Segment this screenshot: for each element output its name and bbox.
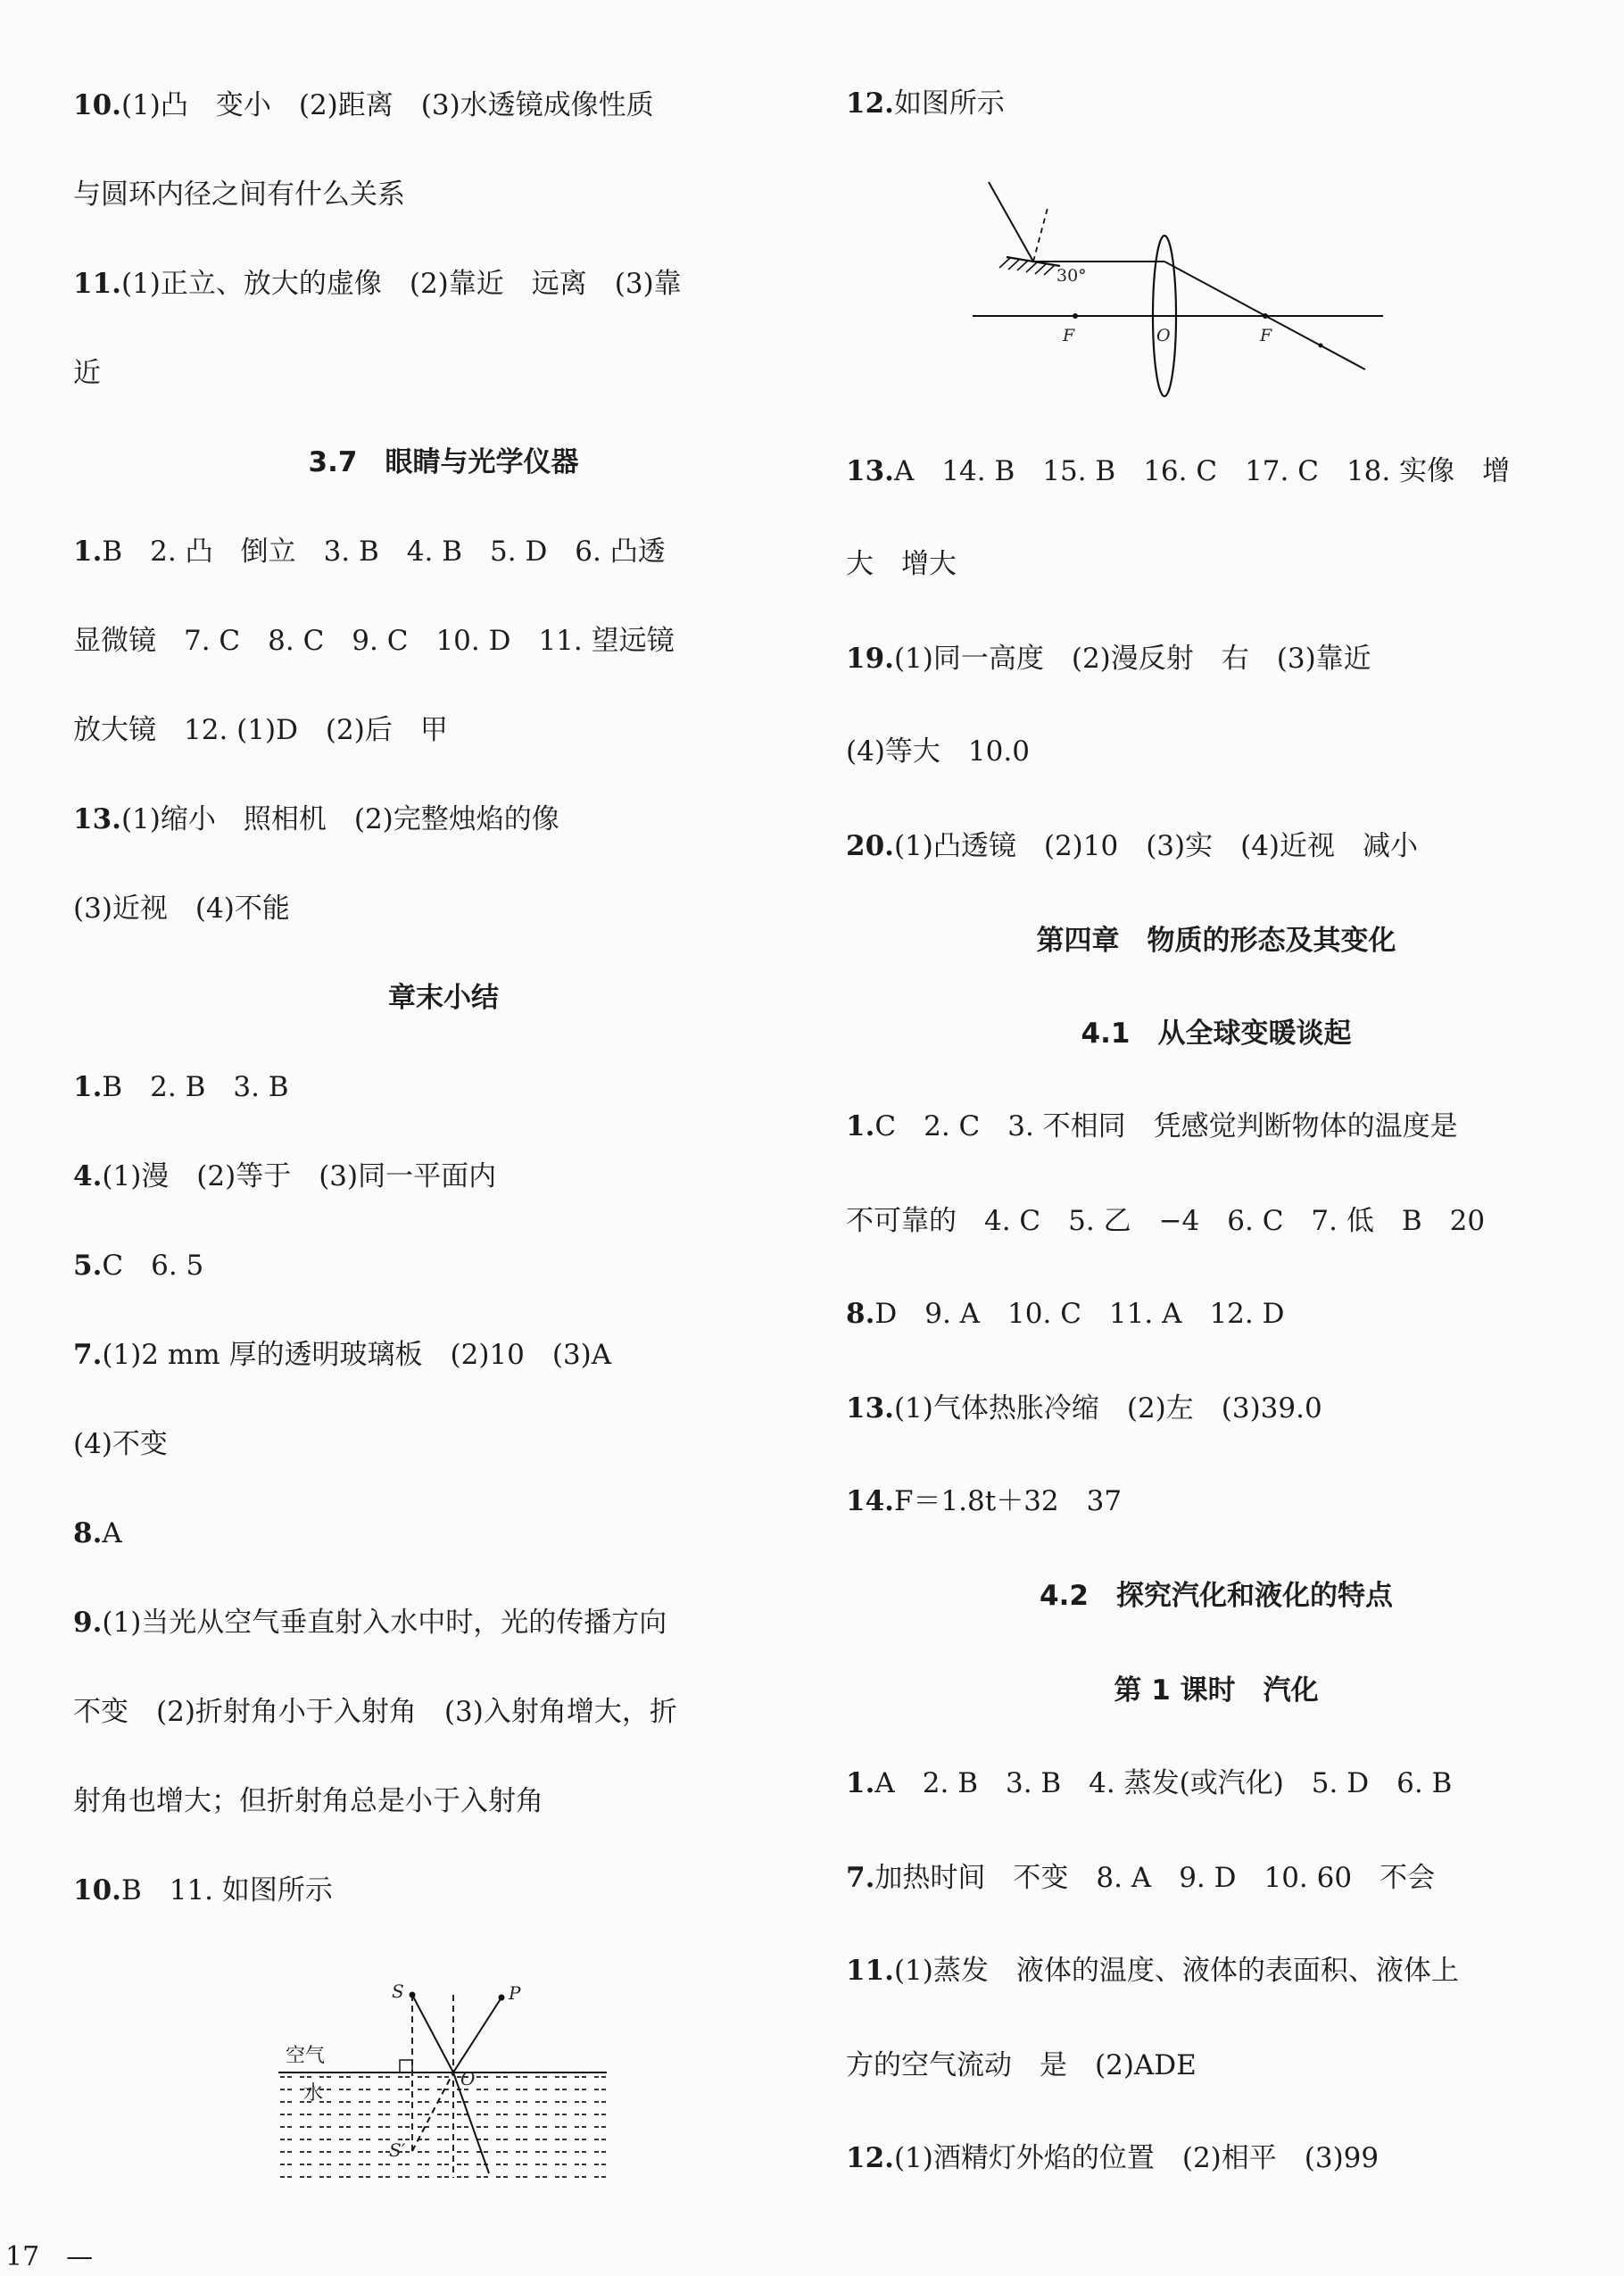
answer-text: 大 增大: [846, 548, 957, 580]
answer-text: A 2. B 3. B 4. 蒸发(或汽化) 5. D 6. B: [874, 1767, 1453, 1799]
answer-line: [846, 1765, 1452, 1801]
answer-line: [73, 1426, 168, 1462]
section-heading: 章末小结: [388, 982, 499, 1014]
answer-text: (1)正立、放大的虚像 (2)靠近 远离 (3)靠: [120, 268, 682, 300]
answer-line: [846, 2140, 1379, 2176]
answer-line: [846, 546, 957, 582]
ray-point: [1319, 344, 1323, 348]
answer-line: [846, 1296, 1284, 1332]
mirror-hatch: [999, 258, 1055, 275]
question-number: 9.: [73, 1607, 103, 1639]
answer-text: 射角也增大；但折射角总是小于入射角: [73, 1785, 543, 1817]
answer-line: [73, 87, 654, 123]
answer-text: 与圆环内径之间有什么关系: [73, 179, 405, 211]
answer-line: [846, 828, 1418, 864]
answer-line: [73, 712, 448, 748]
answer-text: B 2. B 3. B: [102, 1071, 289, 1103]
answer-text: 不可靠的 4. C 5. 乙 −4 6. C 7. 低 B 20: [846, 1205, 1486, 1237]
answer-line: [73, 1159, 496, 1194]
question-number: 1.: [846, 1110, 875, 1142]
lesson-heading: 第 1 课时 汽化: [1114, 1674, 1319, 1707]
label-water: 水: [303, 2082, 324, 2105]
section-heading: 3.7 眼睛与光学仪器: [308, 446, 579, 478]
answer-text: B 11. 如图所示: [120, 1874, 333, 1906]
answer-line: [73, 1069, 289, 1105]
answer-text: (1)酒精灯外焰的位置 (2)相平 (3)99: [893, 2142, 1380, 2174]
answer-text: (1)当光从空气垂直射入水中时，光的传播方向: [102, 1607, 667, 1639]
answer-text: (1)2 mm 厚的透明玻璃板 (2)10 (3)A: [102, 1339, 612, 1371]
question-number: 12.: [846, 2142, 894, 2174]
label-air: 空气: [286, 2045, 326, 2067]
question-number: 13.: [846, 455, 894, 487]
answer-line: [846, 641, 1371, 677]
answer-text: (1)缩小 照相机 (2)完整烛焰的像: [120, 803, 559, 835]
answer-text: (1)漫 (2)等于 (3)同一平面内: [102, 1160, 497, 1192]
incident-ray: [412, 1995, 453, 2072]
label-focus-right: F: [1260, 326, 1272, 345]
answer-text: 显微镜 7. C 8. C 9. C 10. D 11. 望远镜: [73, 625, 675, 657]
answer-text: A 14. B 15. B 16. C 17. C 18. 实像 增: [893, 455, 1511, 487]
section-heading: 4.1 从全球变暖谈起: [1081, 1018, 1352, 1050]
label-angle: 30°: [1056, 266, 1087, 286]
answer-text: B 2. 凸 倒立 3. B 4. B 5. D 6. 凸透: [102, 536, 666, 568]
question-number: 5.: [73, 1250, 103, 1282]
answer-text: D 9. A 10. C 11. A 12. D: [874, 1298, 1285, 1330]
question-number: 8.: [846, 1298, 875, 1330]
answer-line: [846, 734, 1030, 769]
question-number: 1.: [73, 536, 103, 568]
answer-text: (1)同一高度 (2)漫反射 右 (3)靠近: [893, 643, 1371, 675]
answer-text: (1)气体热胀冷缩 (2)左 (3)39.0: [893, 1392, 1322, 1425]
answer-line: [846, 1109, 1458, 1144]
answer-line: [846, 86, 1005, 121]
answer-line: [73, 1783, 543, 1819]
question-number: 1.: [73, 1071, 103, 1103]
question-number: 13.: [73, 803, 121, 835]
chapter-heading: 第四章 物质的形态及其变化: [1036, 925, 1396, 957]
answer-text: (4)等大 10.0: [846, 735, 1030, 768]
label-s: S: [392, 1981, 404, 2002]
answer-line: [846, 1391, 1322, 1426]
answer-line: [846, 1483, 1122, 1519]
answer-text: 近: [73, 357, 101, 389]
answer-text: (3)近视 (4)不能: [73, 893, 290, 925]
answer-text: (4)不变: [73, 1428, 168, 1460]
answer-line: [73, 802, 559, 837]
question-number: 20.: [846, 830, 894, 862]
answer-text: F＝1.8t＋32 37: [893, 1485, 1123, 1517]
question-number: 8.: [73, 1517, 103, 1549]
answer-text: (1)凸透镜 (2)10 (3)实 (4)近视 减小: [893, 830, 1419, 862]
label-s-image: S′: [389, 2139, 406, 2161]
question-number: 7.: [846, 1862, 875, 1894]
water-region: [278, 2072, 607, 2178]
answer-line: [846, 1953, 1459, 1989]
right-angle-mark: [400, 2060, 412, 2072]
lens-diagram: [973, 175, 1365, 398]
answer-line: [846, 453, 1510, 489]
mirror-normal: [1033, 208, 1048, 262]
answer-line: [73, 1873, 333, 1908]
label-o: O: [460, 2068, 476, 2089]
answer-line: [73, 355, 101, 391]
answer-line: [73, 534, 666, 569]
incident-ray: [989, 182, 1033, 262]
point-p: [499, 1995, 505, 2001]
label-focus-left: F: [1063, 326, 1075, 345]
answer-line: [73, 1694, 677, 1730]
answer-text: 不变 (2)折射角小于入射角 (3)入射角增大，折: [73, 1696, 677, 1728]
reflected-ray: [453, 1998, 501, 2072]
label-p: P: [509, 1982, 521, 2004]
label-center: O: [1156, 326, 1171, 345]
answer-text: C 2. C 3. 不相同 凭感觉判断物体的温度是: [874, 1110, 1458, 1142]
question-number: 12.: [846, 87, 894, 120]
page-number: 17 —: [5, 2241, 94, 2272]
section-heading: 4.2 探究汽化和液化的特点: [1040, 1580, 1393, 1612]
question-number: 10.: [73, 1874, 121, 1906]
answer-line: [73, 623, 675, 659]
refraction-diagram: [278, 1946, 617, 2187]
answer-text: C 6. 5: [102, 1250, 204, 1282]
answer-line: [73, 266, 682, 302]
answer-line: [73, 1337, 611, 1373]
answer-text: 方的空气流动 是 (2)ADE: [846, 2049, 1197, 2081]
question-number: 19.: [846, 643, 894, 675]
answer-text: A: [102, 1517, 122, 1549]
answer-line: [846, 1860, 1435, 1896]
answer-text: (1)凸 变小 (2)距离 (3)水透镜成像性质: [120, 89, 654, 121]
answer-text: (1)蒸发 液体的温度、液体的表面积、液体上: [893, 1955, 1459, 1987]
question-number: 11.: [846, 1955, 894, 1987]
point-s: [410, 1992, 416, 1998]
answer-line: [73, 891, 290, 926]
question-number: 4.: [73, 1160, 103, 1192]
answer-line: [846, 1203, 1485, 1239]
focus-left-point: [1073, 313, 1078, 319]
question-number: 1.: [846, 1767, 875, 1799]
answer-text: 如图所示: [893, 87, 1005, 120]
answer-line: [73, 1516, 122, 1551]
answer-line: [73, 1605, 667, 1641]
question-number: 13.: [846, 1392, 894, 1425]
question-number: 10.: [73, 89, 121, 121]
question-number: 11.: [73, 268, 121, 300]
answer-text: 加热时间 不变 8. A 9. D 10. 60 不会: [874, 1862, 1436, 1894]
answer-text: 放大镜 12. (1)D (2)后 甲: [73, 714, 448, 746]
focus-right-point: [1263, 313, 1268, 319]
answer-line: [73, 1248, 203, 1283]
question-number: 14.: [846, 1485, 894, 1517]
answer-line: [73, 177, 405, 212]
answer-line: [846, 2048, 1197, 2083]
question-number: 7.: [73, 1339, 103, 1371]
